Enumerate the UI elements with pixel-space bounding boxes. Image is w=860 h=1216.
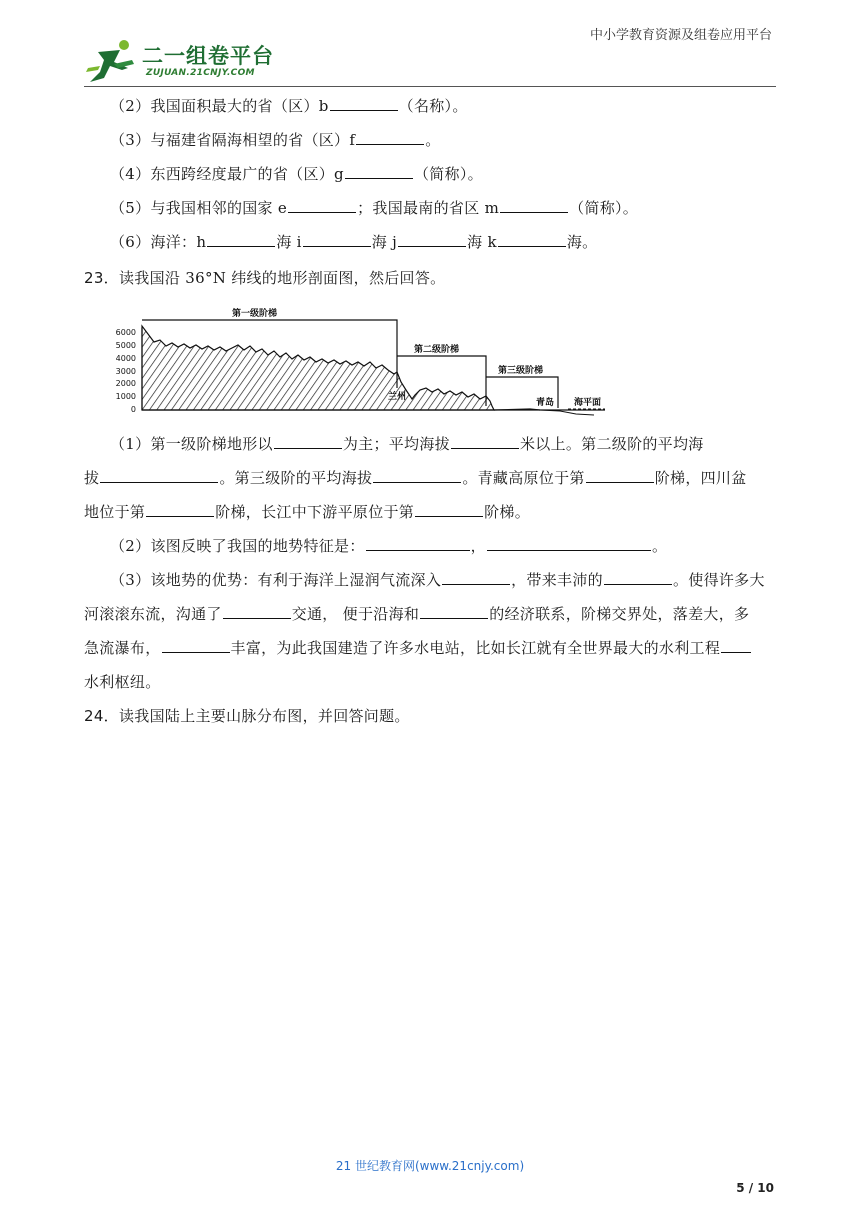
y-tick: 1000 [115, 392, 136, 401]
q22-part3: （3）与福建省隔海相望的省（区）f 。 [110, 131, 441, 149]
answer-blank[interactable] [366, 536, 470, 551]
logo-subtitle: ZUJUAN.21CNJY.COM [146, 68, 255, 78]
q24-stem: 24．读我国陆上主要山脉分布图，并回答问题。 [84, 707, 410, 725]
q23-s1-line3: 地位于第 阶梯，长江中下游平原位于第 阶梯。 [84, 503, 531, 521]
q23-stem: 23．读我国沿 36°N 纬线的地形剖面图，然后回答。 [84, 269, 446, 287]
question-number: 23． [84, 269, 119, 287]
terrain-profile [142, 326, 494, 410]
answer-blank[interactable] [500, 198, 568, 213]
runner-logo-icon [84, 38, 140, 84]
answer-blank[interactable] [415, 502, 483, 517]
step1-label: 第一级阶梯 [232, 309, 278, 319]
y-tick: 5000 [115, 341, 136, 350]
answer-blank[interactable] [420, 604, 488, 619]
answer-blank[interactable] [162, 638, 230, 653]
q22-part2: （2）我国面积最大的省（区）b （名称）。 [110, 97, 468, 115]
answer-blank[interactable] [586, 468, 654, 483]
answer-blank[interactable] [288, 198, 356, 213]
answer-blank[interactable] [223, 604, 291, 619]
answer-blank[interactable] [303, 232, 371, 247]
answer-blank[interactable] [498, 232, 566, 247]
q22-part4: （4）东西跨经度最广的省（区）g （简称）。 [110, 165, 483, 183]
answer-blank[interactable] [487, 536, 651, 551]
answer-blank[interactable] [442, 570, 510, 585]
answer-blank[interactable] [373, 468, 461, 483]
terrain-profile-figure [100, 302, 620, 420]
q23-s1-line2: 拔 。第三级阶的平均海拔 。青藏高原位于第 阶梯，四川盆 [84, 469, 747, 487]
sea-level-label: 海平面 [574, 398, 602, 408]
header-divider [84, 86, 776, 87]
footer-site[interactable]: 21 世纪教育网(www.21cnjy.com) [335, 1159, 525, 1173]
platform-logo [84, 38, 284, 84]
y-tick: 6000 [115, 328, 136, 337]
question-number: 24． [84, 707, 119, 725]
answer-blank[interactable] [207, 232, 275, 247]
q22-part6: （6）海洋：h 海 i 海 j 海 k 海。 [110, 233, 598, 251]
y-tick: 4000 [115, 354, 136, 363]
lanzhou-label: 兰州 [388, 392, 407, 402]
y-tick: 3000 [115, 367, 136, 376]
q23-s3-line3: 急流瀑布， 丰富，为此我国建造了许多水电站，比如长江就有全世界最大的水利工程 [84, 638, 752, 658]
q23-s2: （2）该图反映了我国的地势特征是： ， 。 [110, 537, 668, 555]
answer-blank[interactable] [451, 434, 519, 449]
logo-text: 二一组卷平台 [142, 44, 274, 68]
answer-blank[interactable] [100, 468, 218, 483]
y-tick: 2000 [115, 379, 136, 388]
answer-blank[interactable] [356, 130, 424, 145]
qingdao-label: 青岛 [536, 398, 555, 408]
answer-blank[interactable] [330, 96, 398, 111]
page-number: 5 / 10 [736, 1181, 774, 1195]
step2-label: 第二级阶梯 [414, 345, 460, 355]
q23-s3-line1: （3）该地势的优势：有利于海洋上湿润气流深入 ，带来丰沛的 。使得许多大 [110, 571, 765, 589]
q23-s3-line4: 水利枢纽。 [84, 673, 161, 691]
answer-blank[interactable] [398, 232, 466, 247]
q22-part5: （5）与我国相邻的国家 e ；我国最南的省区 m （简称）。 [110, 199, 639, 217]
step3-label: 第三级阶梯 [498, 366, 544, 376]
answer-blank[interactable] [604, 570, 672, 585]
sea-floor [540, 410, 594, 415]
platform-title: 中小学教育资源及组卷应用平台 [589, 28, 772, 43]
answer-blank[interactable] [721, 638, 751, 653]
answer-blank[interactable] [146, 502, 214, 517]
q23-s1-line1: （1）第一级阶梯地形以 为主；平均海拔 米以上。第二级阶的平均海 [110, 435, 704, 453]
y-tick: 0 [130, 405, 136, 414]
answer-blank[interactable] [345, 164, 413, 179]
q23-s3-line2: 河滚滚东流，沟通了 交通， 便于沿海和 的经济联系，阶梯交界处，落差大，多 [84, 605, 750, 623]
answer-blank[interactable] [274, 434, 342, 449]
coastal-plain [494, 409, 540, 410]
